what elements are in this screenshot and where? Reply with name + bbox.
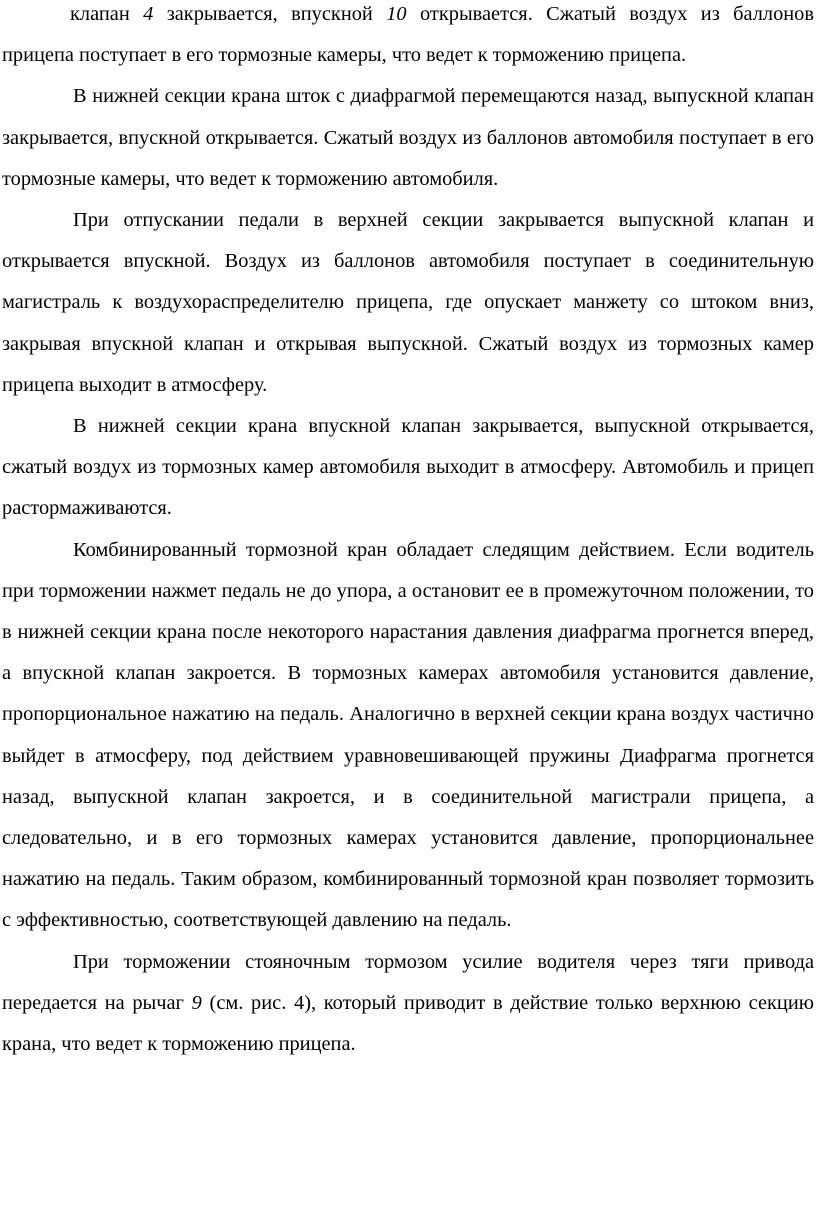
text-segment: В нижней секции крана впускной клапан закрывается, выпускной открывается, сжатый воздух из тормозных камер автомобиля выходит в атмосферу. Автомобиль и прицеп растормаживаются. [2, 415, 814, 520]
text-segment: открывается. Сжатый воздух из баллонов прицепа поступает в его тормозные камеры, что ведет к торможению прицепа. [2, 3, 815, 67]
paragraph-5 [2, 530, 814, 942]
valve-number-4: 4 [143, 3, 154, 25]
paragraph-3 [2, 200, 814, 406]
paragraph-6 [2, 942, 814, 1066]
text-segment: При отпускании педали в верхней секции закрывается выпускной клапан и открывается впускной. Воздух из баллонов автомобиля поступает в соединительную магистраль к воздухораспределителю прицепа, где опускает манжету со штоком вниз, закрывая впускной клапан и открывая выпускной. Сжатый воздух из тормозных камер прицепа выходит в атмосферу. [2, 209, 814, 396]
valve-number-10: 10 [386, 3, 407, 25]
paragraph-1 [2, 0, 814, 76]
text-segment: клапан [70, 3, 144, 25]
paragraph-2 [2, 76, 814, 200]
text-segment: (см. рис. 4), который приводит в действие только верхнюю секцию крана, что ведет к торможению прицепа. [2, 991, 814, 1056]
text-segment: Комбинированный тормозной кран обладает следящим действием. Если водитель при торможении нажмет педаль не до упора, а остановит ее в промежуточном положении, то в нижней секции крана после некоторого нарастания давления диафрагма прогнется вперед, а впускной клапан закроется. В тормозных камерах автомобиля установится давление, пропорциональное нажатию на педаль. Аналогично в верхней секции крана воздух частично выйдет в атмосферу, под действием уравновешивающей пружины Диафрагма прогнется назад, выпускной клапан закроется, и в соединительной магистрали прицепа, а следовательно, и в его тормозных камерах установится давление, пропорциональнее нажатию на педаль. Таким образом, комбинированный тормозной кран позволяет тормозить с эффективностью, соответствующей давлению на педаль. [2, 538, 814, 932]
text-segment: В нижней секции крана шток с диафрагмой перемещаются назад, выпускной клапан закрывается, впускной открывается. Сжатый воздух из баллонов автомобиля поступает в его тормозные камеры, что ведет к торможению автомобиля. [2, 85, 814, 190]
text-segment: закрывается, впускной [153, 3, 387, 25]
lever-number-9: 9 [191, 991, 202, 1014]
text-segment: При торможении стояночным тормозом усилие водителя через тяги привода передается на рычаг [2, 950, 814, 1014]
paragraph-4 [2, 406, 814, 530]
